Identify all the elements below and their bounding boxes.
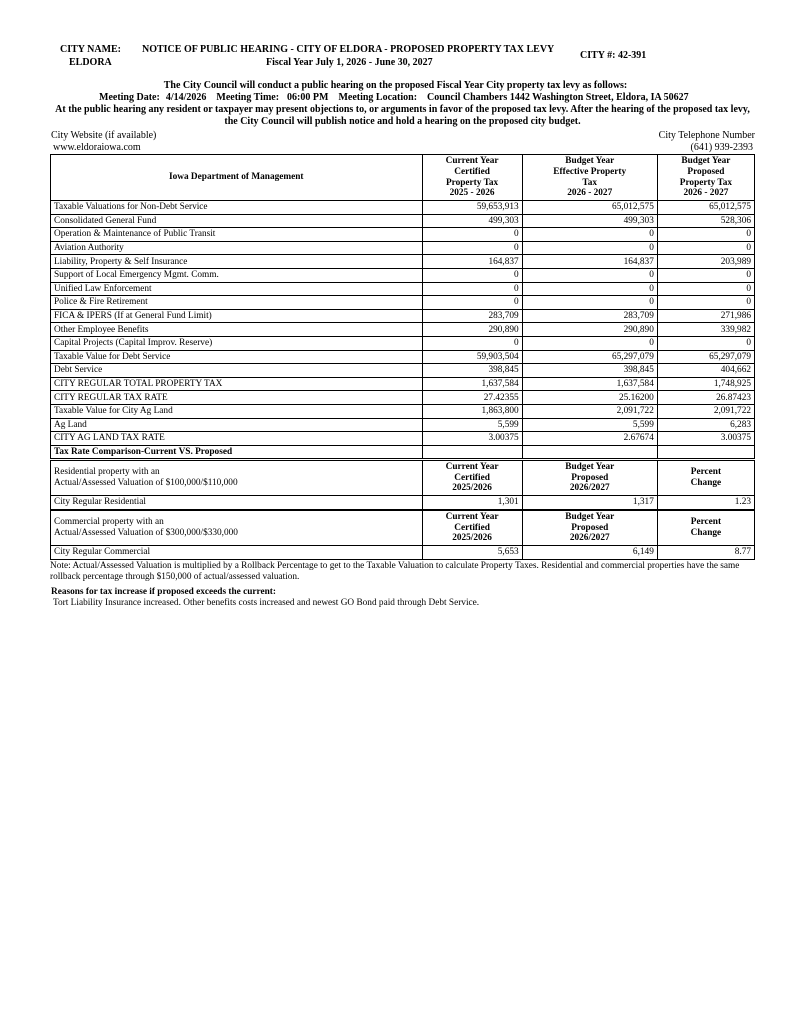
header-line: Budget Year <box>565 462 615 473</box>
proposed-value: 528,306 <box>657 214 754 228</box>
effective-value: 2,091,722 <box>522 404 657 418</box>
header-line: Budget Year <box>565 512 615 523</box>
row-label: Unified Law Enforcement <box>51 282 423 296</box>
effective-value: 164,837 <box>522 255 657 269</box>
current-value: 27.42355 <box>422 391 522 405</box>
header-current-year <box>422 155 522 201</box>
effective-value: 283,709 <box>522 309 657 323</box>
meeting-date: 4/14/2026 <box>165 92 207 103</box>
row-label: FICA & IPERS (If at General Fund Limit) <box>51 309 423 323</box>
hearing-statement: At the public hearing any resident or taxpayer may present objections to, or arguments in favor of the proposed tax levy. After the hearing of the proposed tax levy, the City Council will publish notice and hold a hearing on the proposed city budget. <box>55 104 750 127</box>
fiscal-year: Fiscal Year July 1, 2026 - June 30, 2027 <box>266 57 433 68</box>
header-line: 2026 - 2027 <box>567 188 613 199</box>
current-value: 398,845 <box>422 364 522 378</box>
header-line: Property Tax <box>445 177 499 188</box>
current-value: 1,301 <box>422 496 522 510</box>
table-row <box>51 496 755 510</box>
proposed-value: 65,012,575 <box>657 201 754 215</box>
current-value: 0 <box>422 282 522 296</box>
proposed-value: 2,091,722 <box>657 404 754 418</box>
commercial-desc <box>51 511 423 546</box>
table-row <box>51 268 755 282</box>
row-label: City Regular Residential <box>51 496 423 510</box>
row-label: City Regular Commercial <box>51 546 423 560</box>
city-number: CITY #: 42-391 <box>580 50 647 61</box>
table-row <box>51 201 755 215</box>
row-label: Ag Land <box>51 418 423 432</box>
comparison-title-row <box>51 445 755 459</box>
current-value: 0 <box>422 241 522 255</box>
commercial-table <box>50 510 755 560</box>
website-label: City Website (if available) <box>51 130 157 141</box>
header-line: Tax <box>582 177 598 188</box>
effective-value: 0 <box>522 268 657 282</box>
header-proposed-tax <box>657 155 754 201</box>
residential-desc <box>51 461 423 496</box>
table-row <box>51 323 755 337</box>
header-line: Property Tax <box>679 177 733 188</box>
table-row <box>51 228 755 242</box>
header-line: Effective Property <box>553 166 627 177</box>
header-effective-tax <box>522 155 657 201</box>
row-label: CITY AG LAND TAX RATE <box>51 432 423 446</box>
res-header-change <box>657 461 754 496</box>
levy-table <box>50 154 755 459</box>
proposed-value: 3.00375 <box>657 432 754 446</box>
empty-cell <box>422 445 522 459</box>
effective-value: 65,012,575 <box>522 201 657 215</box>
proposed-value: 0 <box>657 296 754 310</box>
meeting-time: 06:00 PM <box>287 92 329 103</box>
row-label: Capital Projects (Capital Improv. Reserve) <box>51 336 423 350</box>
proposed-value: 0 <box>657 228 754 242</box>
effective-value: 1,637,584 <box>522 377 657 391</box>
table-row <box>51 336 755 350</box>
intro-line: The City Council will conduct a public hearing on the proposed Fiscal Year City property tax levy as follows: <box>163 80 628 91</box>
proposed-value: 65,297,079 <box>657 350 754 364</box>
meeting-location-label: Meeting Location: <box>338 92 418 103</box>
effective-value: 0 <box>522 228 657 242</box>
effective-value: 65,297,079 <box>522 350 657 364</box>
comparison-title: Tax Rate Comparison-Current VS. Proposed <box>51 445 423 459</box>
header-line: 2026 - 2027 <box>683 188 729 199</box>
effective-value: 5,599 <box>522 418 657 432</box>
row-label: Consolidated General Fund <box>51 214 423 228</box>
header-line: 2026/2027 <box>569 533 610 544</box>
residential-table <box>50 460 755 510</box>
header-line: 2025/2026 <box>452 483 492 494</box>
header-line: Percent <box>690 467 722 478</box>
table-row <box>51 418 755 432</box>
desc-line: Actual/Assessed Valuation of $100,000/$110,000 <box>54 478 238 488</box>
desc-line: Commercial property with an <box>54 517 164 527</box>
reasons-label: Reasons for tax increase if proposed exceeds the current: <box>51 587 276 597</box>
effective-value: 25.16200 <box>522 391 657 405</box>
header-line: Percent <box>690 517 722 528</box>
rollback-note: Note: Actual/Assessed Valuation is multiplied by a Rollback Percentage to get to the Taxable Valuation to calculate Property Taxes. Residential and commercial properties have the same rollback percentage through $150,000 of actual/assessed valuation. <box>50 561 740 582</box>
proposed-value: 203,989 <box>657 255 754 269</box>
res-header-current <box>422 461 522 496</box>
website-link[interactable]: www.eldoraiowa.com <box>53 142 141 153</box>
header-line: Proposed <box>571 522 609 533</box>
proposed-value: 6,283 <box>657 418 754 432</box>
percent-change: 8.77 <box>657 546 754 560</box>
effective-value: 0 <box>522 296 657 310</box>
city-name-label: CITY NAME: <box>60 44 122 55</box>
current-value: 290,890 <box>422 323 522 337</box>
current-value: 59,653,913 <box>422 201 522 215</box>
proposed-value: 0 <box>657 241 754 255</box>
desc-line: Actual/Assessed Valuation of $300,000/$330,000 <box>54 528 238 538</box>
row-label: CITY REGULAR TAX RATE <box>51 391 423 405</box>
row-label: Liability, Property & Self Insurance <box>51 255 423 269</box>
table-row <box>51 282 755 296</box>
header-iowa-dom: Iowa Department of Management <box>51 155 423 201</box>
table-row <box>51 404 755 418</box>
meeting-date-label: Meeting Date: <box>99 92 160 103</box>
row-label: Support of Local Emergency Mgmt. Comm. <box>51 268 423 282</box>
proposed-value: 1,317 <box>522 496 657 510</box>
com-header-change <box>657 511 754 546</box>
proposed-value: 6,149 <box>522 546 657 560</box>
header-line: Proposed <box>687 166 725 177</box>
desc-line: Residential property with an <box>54 467 160 477</box>
effective-value: 0 <box>522 282 657 296</box>
phone-label: City Telephone Number <box>658 130 755 141</box>
row-label: CITY REGULAR TOTAL PROPERTY TAX <box>51 377 423 391</box>
row-label: Aviation Authority <box>51 241 423 255</box>
header-line: Current Year <box>445 512 499 523</box>
header-line: Change <box>690 528 722 538</box>
proposed-value: 271,986 <box>657 309 754 323</box>
phone-number: (641) 939-2393 <box>690 142 753 153</box>
table-row <box>51 546 755 560</box>
current-value: 283,709 <box>422 309 522 323</box>
current-value: 0 <box>422 268 522 282</box>
table-row <box>51 214 755 228</box>
effective-value: 2.67674 <box>522 432 657 446</box>
row-label: Other Employee Benefits <box>51 323 423 337</box>
table-row <box>51 391 755 405</box>
row-label: Taxable Valuations for Non-Debt Service <box>51 201 423 215</box>
current-value: 164,837 <box>422 255 522 269</box>
res-header-proposed <box>522 461 657 496</box>
effective-value: 499,303 <box>522 214 657 228</box>
notice-title: NOTICE OF PUBLIC HEARING - CITY OF ELDORA - PROPOSED PROPERTY TAX LEVY <box>142 44 555 55</box>
empty-cell <box>522 445 657 459</box>
current-value: 0 <box>422 228 522 242</box>
table-row <box>51 241 755 255</box>
effective-value: 398,845 <box>522 364 657 378</box>
com-header-current <box>422 511 522 546</box>
table-row <box>51 364 755 378</box>
row-label: Debt Service <box>51 364 423 378</box>
current-value: 499,303 <box>422 214 522 228</box>
proposed-value: 26.87423 <box>657 391 754 405</box>
meeting-location: Council Chambers 1442 Washington Street, Eldora, IA 50627 <box>427 92 689 103</box>
table-row <box>51 309 755 323</box>
proposed-value: 0 <box>657 268 754 282</box>
row-label: Taxable Value for Debt Service <box>51 350 423 364</box>
header-line: 2025 - 2026 <box>449 188 495 199</box>
header-line: Current Year <box>445 156 499 167</box>
current-value: 59,903,504 <box>422 350 522 364</box>
table-row <box>51 255 755 269</box>
proposed-value: 339,982 <box>657 323 754 337</box>
meeting-time-label: Meeting Time: <box>216 92 280 103</box>
effective-value: 290,890 <box>522 323 657 337</box>
com-header-proposed <box>522 511 657 546</box>
current-value: 1,863,800 <box>422 404 522 418</box>
reasons-text: Tort Liability Insurance increased. Other benefits costs increased and newest GO Bond paid through Debt Service. <box>53 598 480 608</box>
header-line: Certified <box>454 472 490 483</box>
city-name-value: ELDORA <box>69 57 112 68</box>
effective-value: 0 <box>522 336 657 350</box>
proposed-value: 404,662 <box>657 364 754 378</box>
header-line: 2025/2026 <box>452 533 492 544</box>
header-line: Budget Year <box>681 156 731 167</box>
header-line: Certified <box>454 166 490 177</box>
row-label: Taxable Value for City Ag Land <box>51 404 423 418</box>
header-line: Change <box>690 478 722 488</box>
proposed-value: 0 <box>657 282 754 296</box>
empty-cell <box>657 445 754 459</box>
current-value: 5,653 <box>422 546 522 560</box>
row-label: Operation & Maintenance of Public Transit <box>51 228 423 242</box>
table-row <box>51 377 755 391</box>
header-line: 2026/2027 <box>569 483 610 494</box>
header-line: Proposed <box>571 472 609 483</box>
table-row <box>51 350 755 364</box>
table-row <box>51 296 755 310</box>
current-value: 3.00375 <box>422 432 522 446</box>
header-line: Certified <box>454 522 490 533</box>
meeting-details <box>99 92 695 103</box>
proposed-value: 1,748,925 <box>657 377 754 391</box>
header-line: Budget Year <box>565 156 615 167</box>
header-line: Current Year <box>445 462 499 473</box>
current-value: 5,599 <box>422 418 522 432</box>
current-value: 0 <box>422 336 522 350</box>
percent-change: 1.23 <box>657 496 754 510</box>
effective-value: 0 <box>522 241 657 255</box>
row-label: Police & Fire Retirement <box>51 296 423 310</box>
table-row <box>51 432 755 446</box>
current-value: 1,637,584 <box>422 377 522 391</box>
current-value: 0 <box>422 296 522 310</box>
proposed-value: 0 <box>657 336 754 350</box>
